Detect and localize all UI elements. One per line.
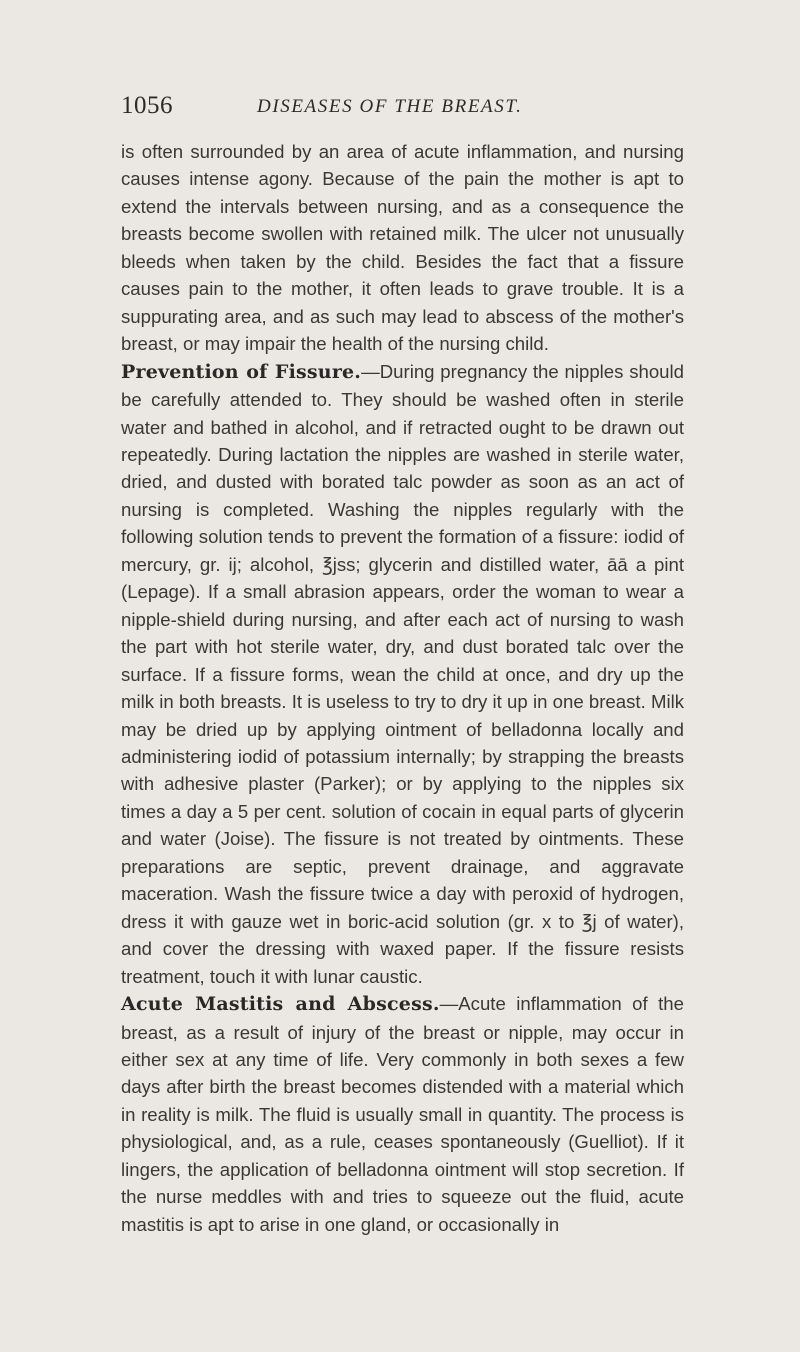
body-text — [121, 138, 684, 1238]
paragraph-ulcer-consequences: is often surrounded by an area of acute inflammation, and nursing causes intense agony. Because of the pain the mother is apt to extend the intervals between nursing, and as a consequence the breasts become swollen with retained milk. The ulcer not unusually bleeds when taken by the child. Besides the fact that a fissure causes pain to the mother, it often leads to grave trouble. It is a suppurating area, and as such may lead to abscess of the mother's breast, or may impair the health of the nursing child. — [121, 141, 684, 355]
section-heading-acute-mastitis: Acute Mastitis and Abscess. — [121, 993, 440, 1016]
paragraph-acute-mastitis — [121, 990, 684, 1238]
section-heading-prevention-of-fissure: Prevention of Fissure. — [121, 360, 362, 383]
running-head — [121, 92, 681, 126]
paragraph-prevention-of-fissure — [121, 358, 684, 990]
paragraph-prevention-text: —During pregnancy the nipples should be carefully attended to. They should be washed often in sterile water and bathed in alcohol, and if retracted ought to be drawn out repeatedly. During lactation the nipples are washed in sterile water, dried, and dusted with borated talc powder as soon as an act of nursing is completed. Washing the nipples regularly with the following solution tends to prevent the formation of a fissure: iodid of mercury, gr. ij; alcohol, ℥jss; glycerin and distilled water, āā a pint (Lepage). If a small abrasion appears, order the woman to wear a nipple-shield during nursing, and after each act of nursing to wash the part with hot sterile water, dry, and dust borated talc over the surface. If a fissure forms, wean the child at once, and dry up the milk in both breasts. It is useless to try to dry it up in one breast. Milk may be dried up by applying ointment of belladonna locally and administering iodid of potassium internally; by strapping the breasts with adhesive plaster (Parker); or by applying to the nipples six times a day a 5 per cent. solution of cocain in equal parts of glycerin and water (Joise). The fissure is not treated by ointments. These preparations are septic, prevent drainage, and aggravate maceration. Wash the fissure twice a day with peroxid of hydrogen, dress it with gauze wet in boric-acid solution (gr. x to ℥j of water), and cover the dressing with waxed paper. If the fissure resists treatment, touch it with lunar caustic. — [121, 360, 684, 987]
page-number: 1056 — [121, 92, 173, 119]
running-title: DISEASES OF THE BREAST. — [257, 96, 523, 117]
paragraph-acute-mastitis-text: —Acute inflammation of the breast, as a result of injury of the breast or nipple, may occur in either sex at any time of life. Very commonly in both sexes a few days after birth the breast becomes distended with a material which in reality is milk. The fluid is usually small in quantity. The process is physiological, and, as a rule, ceases spontaneously (Guelliot). If it lingers, the application of belladonna ointment will stop secretion. If the nurse meddles with and tries to squeeze out the fluid, acute mastitis is apt to arise in one gland, or occasionally in — [121, 993, 684, 1235]
